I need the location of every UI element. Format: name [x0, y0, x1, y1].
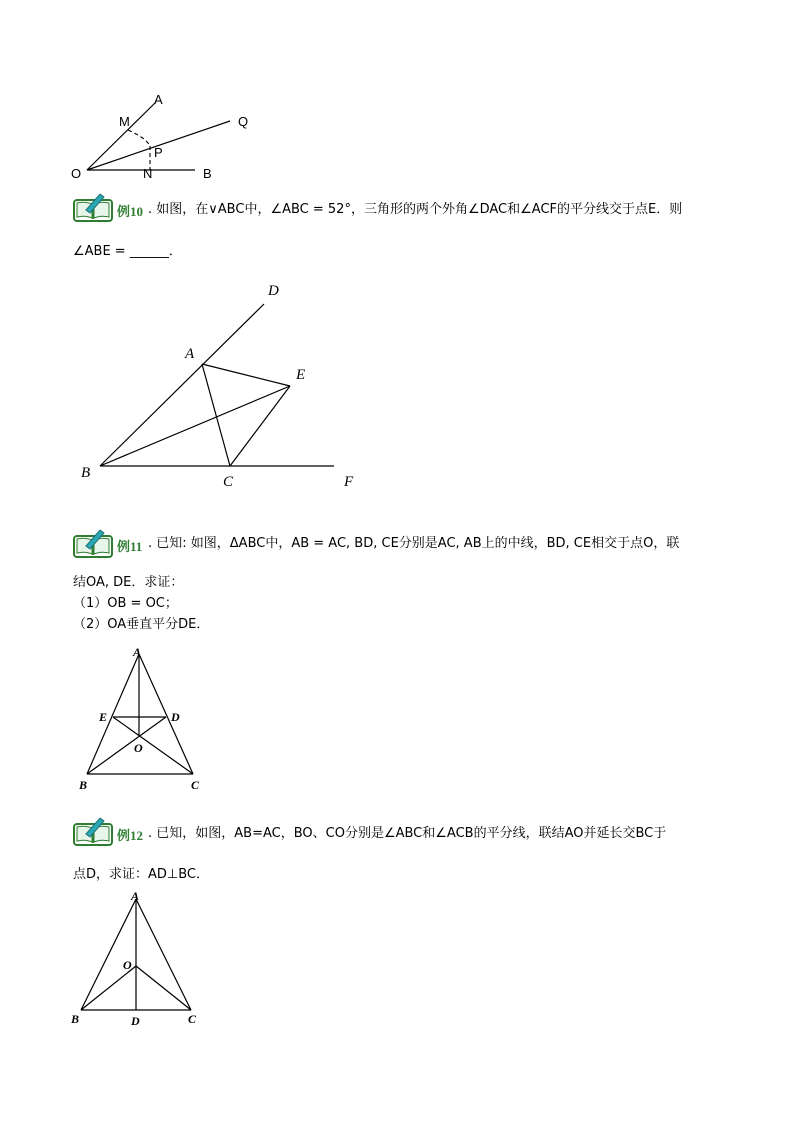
label-O: O [134, 741, 143, 755]
label-B: B [79, 778, 88, 792]
label-A: A [131, 889, 140, 903]
example-11-part2: （2）OA垂直平分DE． [73, 617, 210, 632]
segment-A-B [81, 899, 136, 1010]
example-11-text-line2: 结OA, DE．求证： [73, 575, 184, 590]
label-P: P [154, 145, 163, 160]
label-F: F [344, 474, 354, 490]
label-C: C [188, 1012, 197, 1026]
label-A: A [154, 92, 163, 107]
example-11-text-line1: . 已知: 如图，ΔABC中，AB = AC, BD, CE分别是AC, AB上的中线，BD, CE相交于点O，联 [148, 536, 680, 551]
label-A: A [133, 645, 142, 659]
example-10-text-line2: ∠ABE = ______． [73, 244, 182, 259]
label-A: A [185, 346, 195, 362]
figure-angle-bisector [60, 88, 290, 188]
example-book-icon [72, 192, 116, 222]
label-B: B [81, 465, 91, 481]
example-book-icon [72, 816, 116, 846]
label-Q: Q [238, 114, 249, 129]
segment-B-O [81, 966, 136, 1010]
example-12-text-line1: . 已知，如图，AB=AC，BO、CO分别是∠ABC和∠ACB的平分线，联结AO并延长交BC于 [148, 826, 667, 841]
segment-C-E [113, 717, 193, 774]
example-12-number: 例12 [117, 828, 144, 843]
figure-example-11 [70, 643, 220, 798]
label-D: D [268, 283, 279, 299]
example-12-text-line2: 点D，求证：AD⊥BC． [73, 867, 210, 882]
segment-A-C [139, 654, 193, 774]
label-O: O [71, 166, 82, 181]
label-D: D [131, 1014, 140, 1028]
segment-A-C [202, 364, 230, 466]
label-C: C [223, 474, 234, 490]
label-C: C [191, 778, 200, 792]
example-10-text-line1: . 如图，在∨ABC中，∠ABC = 52°，三角形的两个外角∠DAC和∠ACF的平分线交于点E．则 [148, 202, 683, 217]
figure-example-12 [65, 888, 215, 1033]
arc-M-P [128, 130, 150, 146]
label-E: E [99, 710, 108, 724]
label-O: O [123, 958, 132, 972]
label-N: N [143, 166, 153, 181]
label-E: E [296, 367, 306, 383]
segment-B-D [100, 304, 264, 466]
segment-A-E [202, 364, 290, 386]
segment-A-B [87, 654, 139, 774]
example-book-icon [72, 528, 116, 558]
label-B: B [71, 1012, 80, 1026]
example-11-number: 例11 [117, 539, 143, 554]
figure-example-10 [70, 278, 370, 493]
segment-A-C [136, 899, 191, 1010]
segment-C-O [136, 966, 191, 1010]
example-10-number: 例10 [117, 204, 144, 219]
ray-OA [87, 102, 156, 170]
segment-B-E [100, 386, 290, 466]
example-11-part1: （1）OB = OC； [73, 596, 178, 611]
label-D: D [171, 710, 180, 724]
label-B: B [203, 166, 212, 181]
label-M: M [119, 114, 130, 129]
